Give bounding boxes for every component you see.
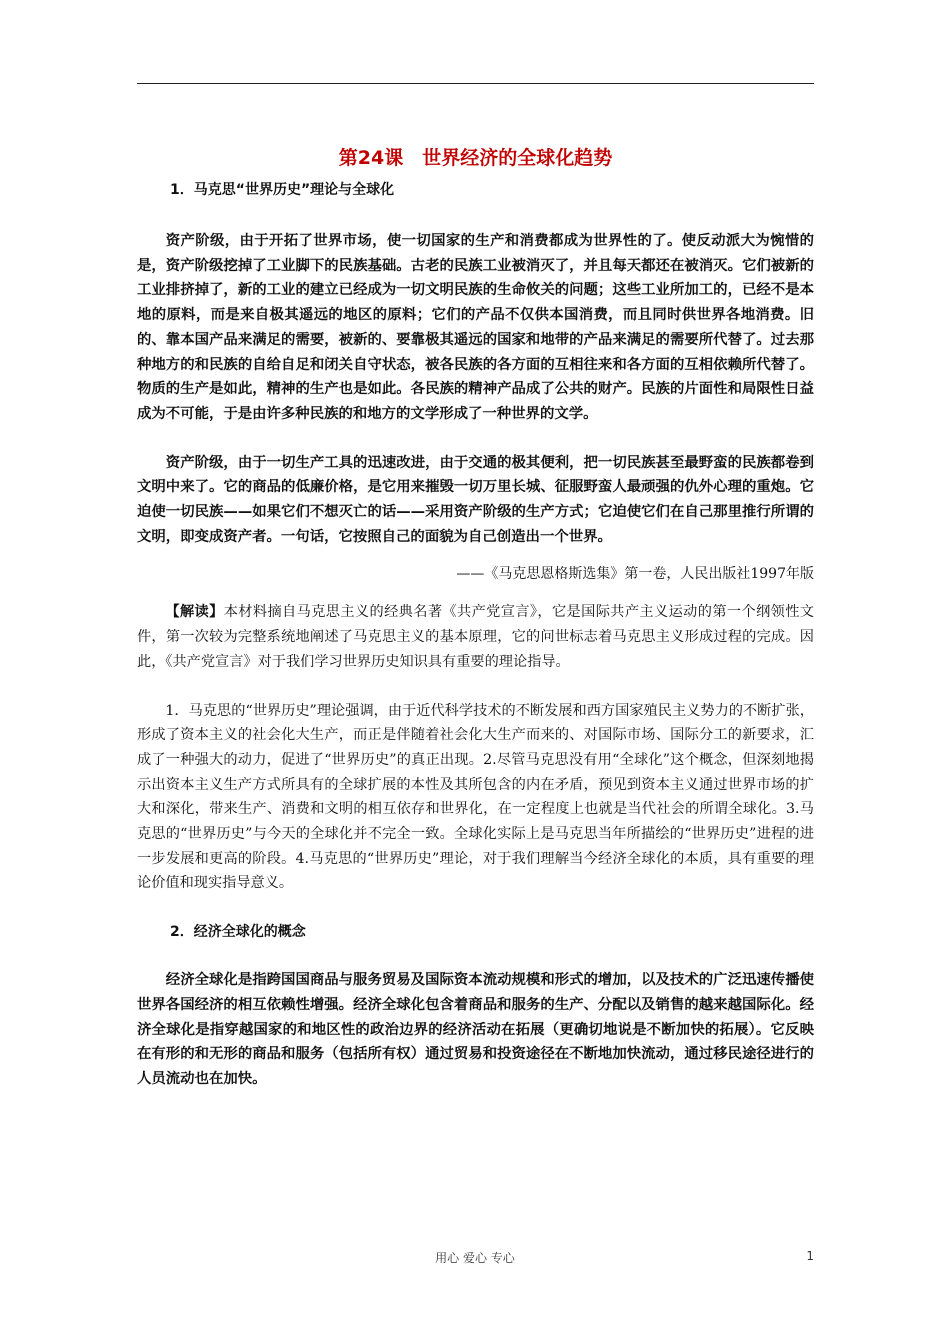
page-title: 第24课 世界经济的全球化趋势 bbox=[338, 147, 613, 169]
section-heading-1: 1．马克思“世界历史”理论与全球化 bbox=[170, 182, 395, 198]
section-heading-2: 2．经济全球化的概念 bbox=[170, 924, 306, 941]
quote-source: ——《马克思恩格斯选集》第一卷，人民出版社1997年版 bbox=[456, 566, 814, 583]
quote-paragraph-2: 资产阶级，由于一切生产工具的迅速改进，由于交通的极其便利，把一切民族甚至最野蛮的民族都卷到文明中来了。它的商品的低廉价格，是它用来摧毁一切万里长城、征服野蛮人最顽强的仇外心理的重炮。它迫使一切民族——如果它们不想灭亡的话——采用资产阶级的生产方式；它迫使它们在自己那里推行所谓的文明，即变成资产者。一句话，它按照自己的面貌为自己创造出一个世界。 bbox=[137, 454, 814, 545]
interpretation-paragraph bbox=[137, 600, 814, 674]
concept-paragraph: 经济全球化是指跨国国商品与服务贸易及国际资本流动规模和形式的增加，以及技术的广泛迅速传播使世界各国经济的相互依赖性增强。经济全球化包含着商品和服务的生产、分配以及销售的越来越国际化。经济全球化是指穿越国家的和地区性的政治边界的经济活动在拓展（更确切地说是不断加快的拓展）。它反映在有形的和无形的商品和服务（包括所有权）通过贸易和投资途径在不断地加快流动，通过移民途径进行的人员流动也在加快。 bbox=[137, 972, 814, 1087]
page-number: 1 bbox=[806, 1249, 814, 1263]
header-rule bbox=[137, 83, 814, 84]
document-body bbox=[137, 140, 814, 1092]
interpretation-text: 本材料摘自马克思主义的经典名著《共产党宣言》，它是国际共产主义运动的第一个纲领性文件，第一次较为完整系统地阐述了马克思主义的基本原理，它的问世标志着马克思主义形成过程的完成。因此，《共产党宣言》对于我们学习世界历史知识具有重要的理论指导。 bbox=[137, 604, 814, 670]
interpretation-label: 【解读】 bbox=[165, 604, 224, 621]
analysis-paragraph: 1．马克思的“世界历史”理论强调，由于近代科学技术的不断发展和西方国家殖民主义势力的不断扩张，形成了资本主义的社会化大生产，而正是伴随着社会化大生产而来的、对国际市场、国际分工的新要求，汇成了一种强大的动力，促进了“世界历史”的真正出现。2.尽管马克思没有用“全球化”这个概念，但深刻地揭示出资本主义生产方式所具有的全球扩展的本性及其所包含的内在矛盾，预见到资本主义通过世界市场的扩大和深化，带来生产、消费和文明的相互依存和世界化，在一定程度上也就是当代社会的所谓全球化。3.马克思的“世界历史”与今天的全球化并不完全一致。全球化实际上是马克思当年所描绘的“世界历史”进程的进一步发展和更高的阶段。4.马克思的“世界历史”理论，对于我们理解当今经济全球化的本质，具有重要的理论价值和现实指导意义。 bbox=[137, 702, 814, 892]
quote-paragraph-1: 资产阶级，由于开拓了世界市场，使一切国家的生产和消费都成为世界性的了。使反动派大为惋惜的是，资产阶级挖掉了工业脚下的民族基础。古老的民族工业被消灭了，并且每天都还在被消灭。它们被新的工业排挤掉了，新的工业的建立已经成为一切文明民族的生命攸关的问题；这些工业所加工的，已经不是本地的原料，而是来自极其遥远的地区的原料；它们的产品不仅供本国消费，而且同时供世界各地消费。旧的、靠本国产品来满足的需要，被新的、要靠极其遥远的国家和地带的产品来满足的需要所代替了。过去那种地方的和民族的自给自足和闭关自守状态，被各民族的各方面的互相往来和各方面的互相依赖所代替了。物质的生产是如此，精神的生产也是如此。各民族的精神产品成了公共的财产。民族的片面性和局限性日益成为不可能，于是由许多种民族的和地方的文学形成了一种世界的文学。 bbox=[137, 233, 814, 422]
footer-text: 用心 爱心 专心 bbox=[435, 1251, 515, 1265]
